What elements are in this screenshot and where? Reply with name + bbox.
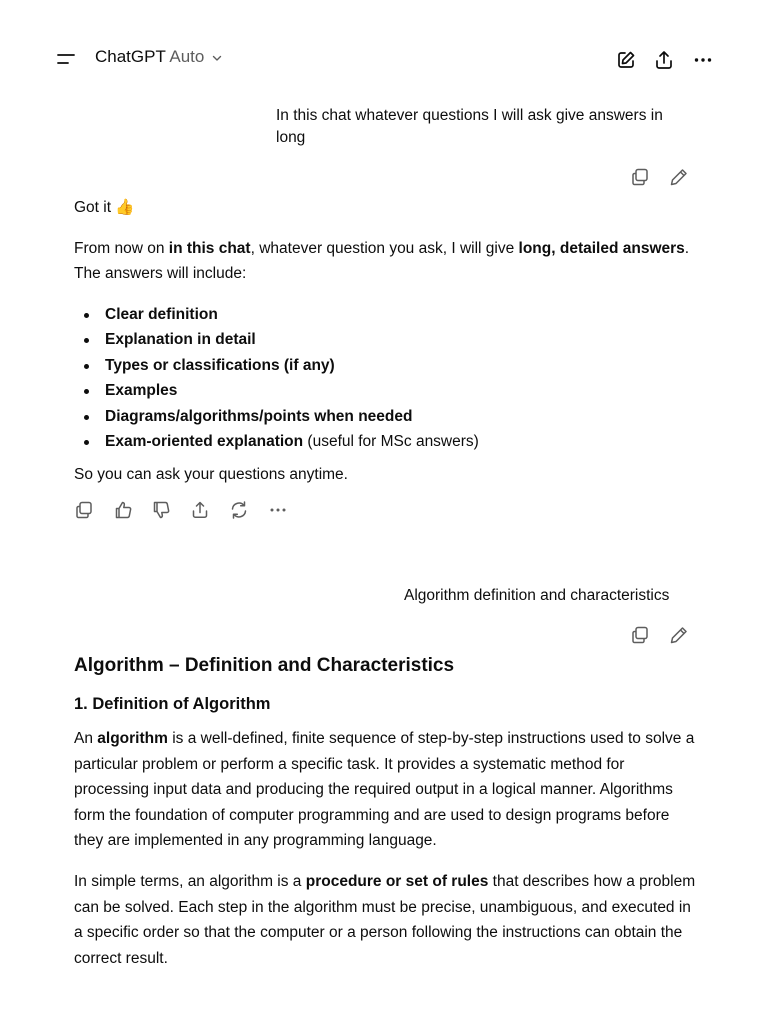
edit-icon[interactable]	[668, 166, 690, 188]
closing-text: So you can ask your questions anytime.	[74, 466, 348, 484]
thumbs-down-icon[interactable]	[150, 499, 172, 521]
share-icon[interactable]	[652, 48, 676, 72]
list-item: Explanation in detail	[74, 327, 694, 353]
feature-list	[74, 302, 694, 456]
regenerate-icon[interactable]	[228, 499, 250, 521]
user-message: Algorithm definition and characteristics	[404, 587, 670, 604]
model-name: Auto	[169, 47, 205, 66]
copy-icon[interactable]	[629, 166, 651, 188]
top-bar	[0, 0, 768, 118]
list-item: Diagrams/algorithms/points when needed	[74, 404, 694, 430]
list-item: Exam-oriented explanation (useful for MSc answers)	[74, 429, 694, 455]
edit-icon[interactable]	[668, 624, 690, 646]
copy-icon[interactable]	[73, 499, 95, 521]
list-item: Clear definition	[74, 302, 694, 328]
assistant-message	[74, 195, 694, 488]
chevron-down-icon	[211, 52, 223, 64]
share-icon[interactable]	[189, 499, 211, 521]
model-selector[interactable]	[95, 47, 223, 67]
new-chat-icon[interactable]	[614, 48, 638, 72]
intro-paragraph: From now on in this chat, whatever question you ask, I will give long, detailed answers. The answers will include:	[74, 239, 690, 282]
copy-icon[interactable]	[629, 624, 651, 646]
more-icon[interactable]	[267, 499, 289, 521]
thumbs-up-emoji: 👍	[115, 199, 135, 216]
section-heading: 1. Definition of Algorithm	[74, 695, 271, 713]
more-icon[interactable]	[691, 48, 715, 72]
greeting: Got it 👍	[74, 199, 135, 216]
answer-heading: Algorithm – Definition and Characteristics	[74, 655, 455, 676]
thumbs-up-icon[interactable]	[112, 499, 134, 521]
list-item: Examples	[74, 378, 694, 404]
sidebar-menu-icon[interactable]	[54, 50, 78, 70]
definition-paragraph: An algorithm is a well-defined, finite sequence of step-by-step instructions used to solve a particular problem or perform a specific task. It provides a systematic method for processing input data and producing the required output in a logical manner. Algorithms form the foundation of computer programming and are used to design programs before they are implemented in any programming language.	[74, 730, 695, 850]
simple-terms-paragraph: In simple terms, an algorithm is a procedure or set of rules that describes how a problem can be solved. Each step in the algorithm must be precise, unambiguous, and executed in a specific order so that the computer or a person following the instructions can obtain the correct result.	[74, 873, 696, 967]
app-title: ChatGPT	[95, 47, 166, 66]
user-message: In this chat whatever questions I will ask give answers in long	[276, 107, 663, 146]
list-item: Types or classifications (if any)	[74, 353, 694, 379]
